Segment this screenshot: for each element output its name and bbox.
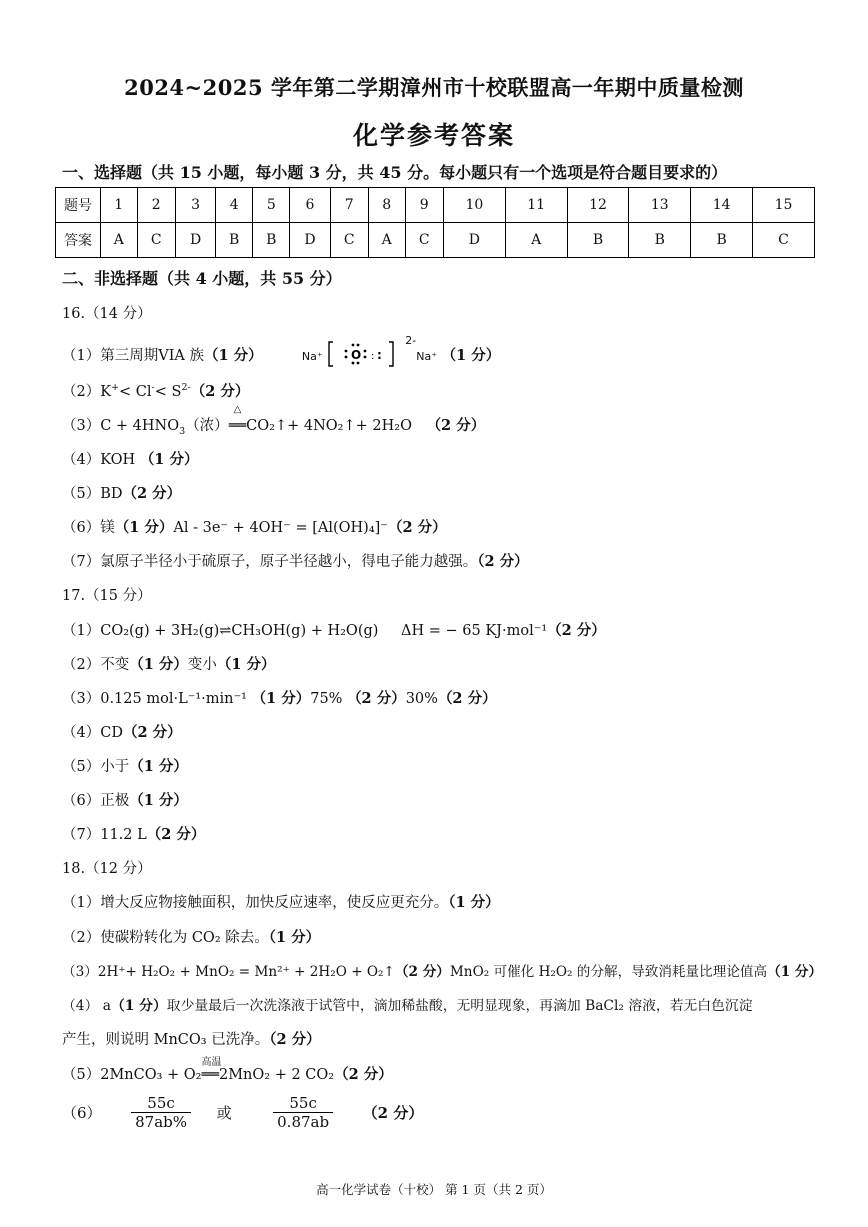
q17-4-text: （4）CD (62, 725, 123, 741)
q18-6-score: （2 分） (362, 1104, 424, 1122)
q17-answer-3 (62, 687, 497, 708)
q17-3-score-2: （2 分） (347, 690, 406, 707)
answer-cell: B (253, 223, 290, 258)
q16-3-reactants: （3）C + 4HNO (62, 418, 180, 434)
q18-1-score: （1 分） (448, 894, 500, 911)
q18-heading: 18.（12 分） (62, 861, 152, 877)
answer-cell: C (405, 223, 443, 258)
q18-2-score: （1 分） (268, 929, 321, 946)
q16-answer-4 (62, 448, 198, 469)
q17-3-score-1: （1 分） (251, 690, 311, 707)
q18-answer-4-line1 (62, 994, 753, 1014)
question-number-cell: 7 (330, 188, 368, 223)
table-row-numbers (56, 188, 815, 223)
question-number-cell: 9 (405, 188, 443, 223)
q17-3-score-3: （2 分） (437, 690, 497, 707)
q18-answer-1 (62, 891, 500, 912)
q17-2-text-a: （2）不变 (62, 657, 130, 673)
heat-label: △ (233, 404, 242, 415)
svg-text:O: O (351, 348, 362, 362)
q18-2-text: （2）使碳粉转化为 CO₂ 除去。 (62, 930, 269, 946)
q16-2-score: （2 分） (190, 383, 250, 400)
fraction-2 (273, 1094, 333, 1131)
answer-cell: D (290, 223, 330, 258)
sodium-ion-left: Na⁺ (301, 350, 323, 363)
section2-heading: 二、非选择题（共 4 小题，共 55 分） (62, 269, 342, 288)
question-number-cell: 15 (753, 188, 815, 223)
fraction-1-denominator: 87ab% (135, 1113, 187, 1131)
q16-1-text: （1）第三周期VIA 族 (62, 348, 205, 364)
answer-cell: A (101, 223, 138, 258)
svg-text::: : (377, 348, 383, 362)
q17-answer-6 (62, 789, 188, 810)
q17-1-score: （2 分） (547, 622, 606, 639)
page-title: 2024~2025 学年第二学期漳州市十校联盟高一年期中质量检测 (124, 75, 744, 100)
equilibrium-arrow-icon: ⇌ (219, 623, 232, 639)
q18-4-procedure: 取少量最后一次洗涤液于试管中，滴加稀盐酸，无明显现象，再滴加 BaCl₂ 溶液，若无白色沉淀 (166, 998, 753, 1014)
q17-5-text: （5）小于 (62, 759, 130, 775)
question-number-cell: 10 (443, 188, 505, 223)
answer-cell: B (629, 223, 691, 258)
q17-7-score: （2 分） (146, 826, 206, 843)
q16-2-index: （2） (62, 384, 101, 400)
fraction-2-numerator: 55c (273, 1094, 333, 1113)
q16-3-products: CO₂↑+ 4NO₂↑+ 2H₂O (246, 418, 412, 434)
electron-dot-diagram (327, 340, 405, 372)
q17-2-text-b: 变小 (187, 657, 217, 673)
q18-4-score-1: （1 分） (110, 998, 167, 1014)
question-number-cell: 2 (137, 188, 175, 223)
q16-answer-2: $(2)K^+< Cl^-< S^{2-}(2$ 分） (62, 382, 250, 400)
q18-5-reactants: （5）2MnCO₃ + O₂ (62, 1067, 202, 1083)
answer-table (55, 187, 815, 258)
q17-answer-1 (62, 619, 606, 640)
q16-6-text-b: Al - 3e⁻ + 4OH⁻ = [Al(OH)₄]⁻ (173, 520, 388, 536)
question-number-cell: 12 (567, 188, 629, 223)
q17-5-score: （1 分） (129, 758, 188, 775)
fraction-2-denominator: 0.87ab (277, 1113, 330, 1131)
charge-label: 2- (405, 334, 417, 348)
q16-4-score: （1 分） (139, 451, 199, 468)
q17-1-reactants: （1）CO₂(g) + 3H₂(g) (62, 623, 220, 639)
heat-condition-sign: △ ══ (228, 404, 247, 434)
q18-answer-2 (62, 926, 320, 947)
oxide-bracket-icon (327, 340, 405, 368)
table-row-answers (56, 223, 815, 258)
q17-6-text: （6）正极 (62, 793, 130, 809)
page-subtitle: 化学参考答案 (352, 121, 515, 150)
q16-4-text: （4）KOH (62, 452, 136, 468)
q18-answer-5 (62, 1057, 393, 1084)
page-footer: 高一化学试卷（十校） 第 1 页（共 2 页） (316, 1182, 552, 1197)
question-number-cell: 8 (368, 188, 405, 223)
answer-cell: A (368, 223, 405, 258)
question-number-cell: 4 (216, 188, 253, 223)
q18-answer-4-line2 (62, 1028, 321, 1049)
answer-cell: B (691, 223, 753, 258)
q16-heading: 16.（14 分） (62, 306, 152, 322)
q18-4-score-2: （2 分） (269, 1031, 321, 1048)
q16-6-text-a: （6）镁 (62, 520, 115, 536)
question-number-cell: 5 (253, 188, 290, 223)
svg-text::: : (371, 351, 375, 362)
q16-answer-1 (62, 334, 501, 372)
high-temp-label: 高温 (201, 1057, 222, 1068)
q18-answer-6 (62, 1094, 423, 1131)
q18-4-conclusion: 产生，则说明 MnCO₃ 已洗净。 (62, 1032, 270, 1048)
q17-3-fraction: 30% (405, 691, 438, 707)
answer-cell: B (567, 223, 629, 258)
q17-2-score-1: （1 分） (129, 656, 188, 673)
q18-1-text: （1）增大反应物接触面积，加快反应速率，使反应更充分。 (62, 895, 449, 911)
q18-3-equation: （3）2H⁺+ H₂O₂ + MnO₂ = Mn²⁺ + 2H₂O + O₂↑ (62, 964, 395, 980)
q17-6-score: （1 分） (129, 792, 188, 809)
q18-6-index: （6） (62, 1104, 102, 1122)
q16-1-score-2: （1 分） (441, 347, 501, 364)
section1-heading: 一、选择题（共 15 小题，每小题 3 分，共 45 分。每小题只有一个选项是符合题目要求的） (62, 163, 728, 182)
q17-4-score: （2 分） (122, 724, 182, 741)
q16-6-score-2: （2 分） (387, 519, 447, 536)
q18-3-explanation: MnO₂ 可催化 H₂O₂ 的分解，导致消耗量比理论值高 (449, 964, 768, 980)
answer-cell: A (505, 223, 567, 258)
q18-5-products: 2MnO₂ + 2 CO₂ (218, 1067, 335, 1083)
q16-3-score: （2 分） (426, 417, 486, 434)
q16-answer-5 (62, 482, 181, 503)
q17-answer-2 (62, 653, 276, 674)
q17-2-score-2: （1 分） (216, 656, 276, 673)
q18-3-score-2: （1 分） (767, 964, 823, 980)
question-number-cell: 1 (101, 188, 138, 223)
q18-4-choice: （4） a (62, 998, 111, 1014)
q17-3-conversion: 75% (310, 691, 343, 707)
q16-6-score-1: （1 分） (114, 519, 174, 536)
or-label: 或 (216, 1104, 232, 1122)
q16-answer-3: $(3)C + 4HNO_3$（浓） △ ══CO₂↑+ 4NO₂↑+ 2H₂O （2 分） (62, 404, 486, 437)
fraction-1 (131, 1094, 191, 1131)
q17-answer-7 (62, 823, 205, 844)
table-label-question: 题号 (56, 188, 101, 223)
q17-1-products: CH₃OH(g) + H₂O(g) (231, 623, 379, 639)
answer-cell: C (137, 223, 175, 258)
q18-answer-3 (62, 960, 822, 980)
question-number-cell: 13 (629, 188, 691, 223)
q17-7-text: （7）11.2 L (62, 827, 147, 843)
table-label-answer: 答案 (56, 223, 101, 258)
answer-cell: B (216, 223, 253, 258)
q16-3-conc: （浓） (185, 418, 229, 434)
q18-3-score-1: （2 分） (394, 964, 450, 980)
question-number-cell: 3 (175, 188, 215, 223)
q16-answer-7 (62, 550, 529, 571)
q16-5-text: （5）BD (62, 486, 123, 502)
q16-7-score: （2 分） (477, 553, 529, 570)
q17-answer-5 (62, 755, 188, 776)
q17-1-enthalpy: ΔH = − 65 KJ·mol⁻¹ (401, 623, 548, 639)
q16-7-text: （7）氯原子半径小于硫原子，原子半径越小，得电子能力越强。 (62, 554, 478, 570)
question-number-cell: 14 (691, 188, 753, 223)
answer-cell: C (330, 223, 368, 258)
question-number-cell: 11 (505, 188, 567, 223)
high-temp-condition-sign: 高温 ══ (202, 1067, 219, 1083)
q17-answer-4 (62, 721, 182, 742)
fraction-1-numerator: 55c (131, 1094, 191, 1113)
answer-cell: D (443, 223, 505, 258)
question-number-cell: 6 (290, 188, 330, 223)
q16-5-score: （2 分） (122, 485, 182, 502)
q17-3-rate: （3）0.125 mol·L⁻¹·min⁻¹ (62, 691, 247, 707)
q16-answer-6 (62, 516, 447, 537)
answer-cell: D (175, 223, 215, 258)
q18-5-score: （2 分） (334, 1066, 393, 1083)
q16-1-score: （1 分） (204, 347, 263, 364)
q17-heading: 17.（15 分） (62, 588, 152, 604)
sodium-ion-right: Na⁺ (416, 350, 438, 363)
answer-cell: C (753, 223, 815, 258)
